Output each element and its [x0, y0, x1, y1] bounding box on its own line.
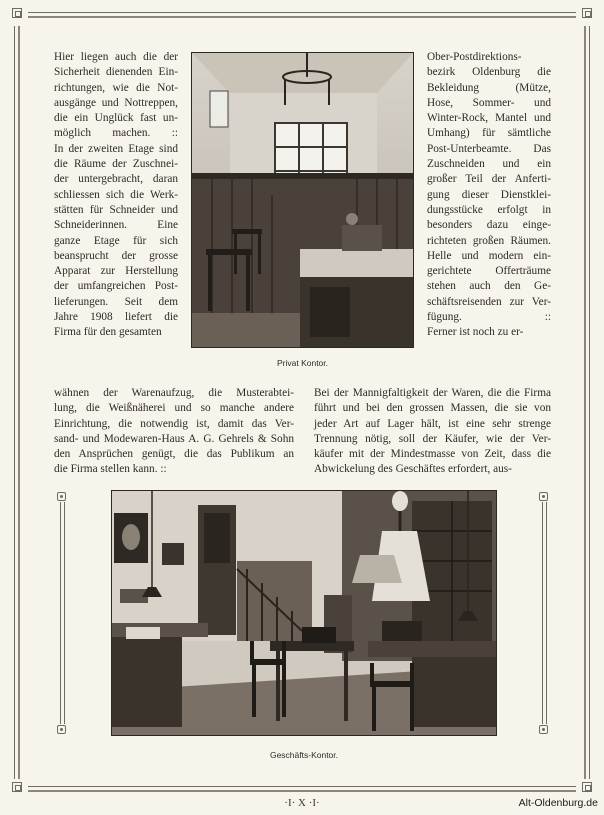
text-line: gung dieser Dienstklei- [427, 188, 551, 201]
photo-business-office [112, 491, 496, 735]
text-line: schäftsreisenden zur Ver- [427, 295, 551, 308]
photo-caption: Geschäfts-Kontor. [269, 750, 339, 760]
text-line: Hier liegen auch die der [54, 51, 178, 63]
text-line: lieferungen. Seit dem [54, 295, 178, 308]
text-line: bezirk Oldenburg die [427, 66, 551, 79]
text-line: Sicherheit dienenden Ein- [54, 66, 178, 79]
text-line: Zuschneiden und ein [427, 158, 551, 171]
frame-corner-ornament [582, 8, 592, 18]
frame-corner-ornament [582, 782, 592, 792]
text-line: der umfangreichen Post- [54, 280, 178, 293]
text-line: Post-Unterbeamte. Das [427, 142, 551, 155]
text-line: richtungen, wie die Not- [54, 81, 178, 94]
text-line: möglich machen. :: [54, 127, 178, 140]
text-block-middle-right [314, 386, 551, 478]
text-column-left [54, 50, 178, 341]
text-line: dungsstücke erfolgt in [427, 203, 551, 216]
text-line: ganze Etage für sich [54, 234, 178, 247]
text-line: Trennung nötig, soll der Käufer, wie der Ver- [314, 432, 551, 445]
text-line: Bekleidung (Mütze, [427, 81, 551, 94]
text-line: den Ansprüchen genügt, die das Publikum an [54, 448, 294, 461]
text-block-middle-left [54, 386, 294, 478]
text-line: die Firma stellen kann. :: [54, 463, 167, 476]
text-line: gerichtete Offerträume [427, 265, 551, 278]
text-line: Winter-Rock, Mantel und [427, 112, 551, 125]
frame-rule-bottom-thick [28, 790, 576, 792]
text-line: schliessen sich die Werk- [54, 188, 178, 201]
text-line: Einrichtung, die notwendig ist, damit das Ver- [54, 417, 294, 430]
frame-rule-left-thick [18, 26, 20, 779]
text-line: Umhang) für sämtliche [427, 127, 551, 140]
text-line: führt und bei den grossen Massen, die sie von [314, 402, 551, 415]
page-number: ·I· X ·I· [284, 797, 320, 809]
photo-private-office [192, 53, 413, 347]
text-line: sand- und Modewaren-Haus A. G. Gehrels & Sohn [54, 432, 294, 445]
text-line: Ober-Postdirektions- [427, 51, 522, 63]
text-line: Firma für den gesamten [54, 326, 162, 339]
private-office-image [192, 53, 413, 347]
text-line: käufer mit der Mindestmasse von Zeit, dass die [314, 448, 551, 461]
text-line: Abwickelung des Geschäftes erfordert, aus- [314, 463, 512, 476]
text-line: großer Teil der Anferti- [427, 173, 551, 186]
frame-corner-ornament [12, 8, 22, 18]
text-line: der untergebracht, daran [54, 173, 178, 186]
text-line: ausgänge und Nottreppen, [54, 96, 178, 109]
text-line: jeder Art auf Lager hält, ist eine sehr strenge [314, 417, 551, 430]
text-line: wähnen der Warenaufzug, die Musterabtei- [54, 387, 294, 399]
text-line: Helle und modern ein- [427, 249, 551, 262]
text-line: Jahre 1908 liefert die [54, 311, 178, 324]
text-line: Apparat zur Herstellung [54, 265, 178, 278]
text-line: Hose, Sommer- und [427, 96, 551, 109]
text-line: die ein Unglück fast un- [54, 112, 178, 125]
frame-corner-ornament [12, 782, 22, 792]
business-office-image [112, 491, 496, 735]
text-line: Bei der Mannigfaltigkeit der Waren, die die Firma [314, 387, 551, 399]
text-line: lung, die Weißnäherei und so manche andere [54, 402, 294, 415]
frame-rule-top-thick [28, 16, 576, 18]
text-line: besonders dazu einge- [427, 219, 551, 232]
text-column-right [427, 50, 551, 341]
text-line: beansprucht der grosse [54, 249, 178, 262]
text-line: Ferner ist noch zu er- [427, 326, 524, 339]
text-line: stätten für Schneider und [54, 203, 178, 216]
frame-rule-left [14, 26, 15, 779]
text-line: richteten großen Räumen. [427, 234, 551, 247]
vertical-ornament-right [539, 492, 548, 734]
text-line: die Räume der Zuschnei- [54, 158, 178, 171]
frame-rule-top [28, 12, 576, 13]
photo-caption: Privat Kontor. [276, 358, 329, 368]
vertical-ornament-left [57, 492, 66, 734]
frame-rule-right-thick [584, 26, 586, 779]
frame-rule-bottom [28, 786, 576, 787]
text-line: fügung. :: [427, 311, 551, 324]
text-line: Schneiderinnen. Eine [54, 219, 178, 232]
watermark-text: Alt-Oldenburg.de [518, 797, 598, 809]
text-line: In der zweiten Etage sind [54, 142, 178, 155]
text-line: stehen auch den Ge- [427, 280, 551, 293]
frame-rule-right [589, 26, 590, 779]
